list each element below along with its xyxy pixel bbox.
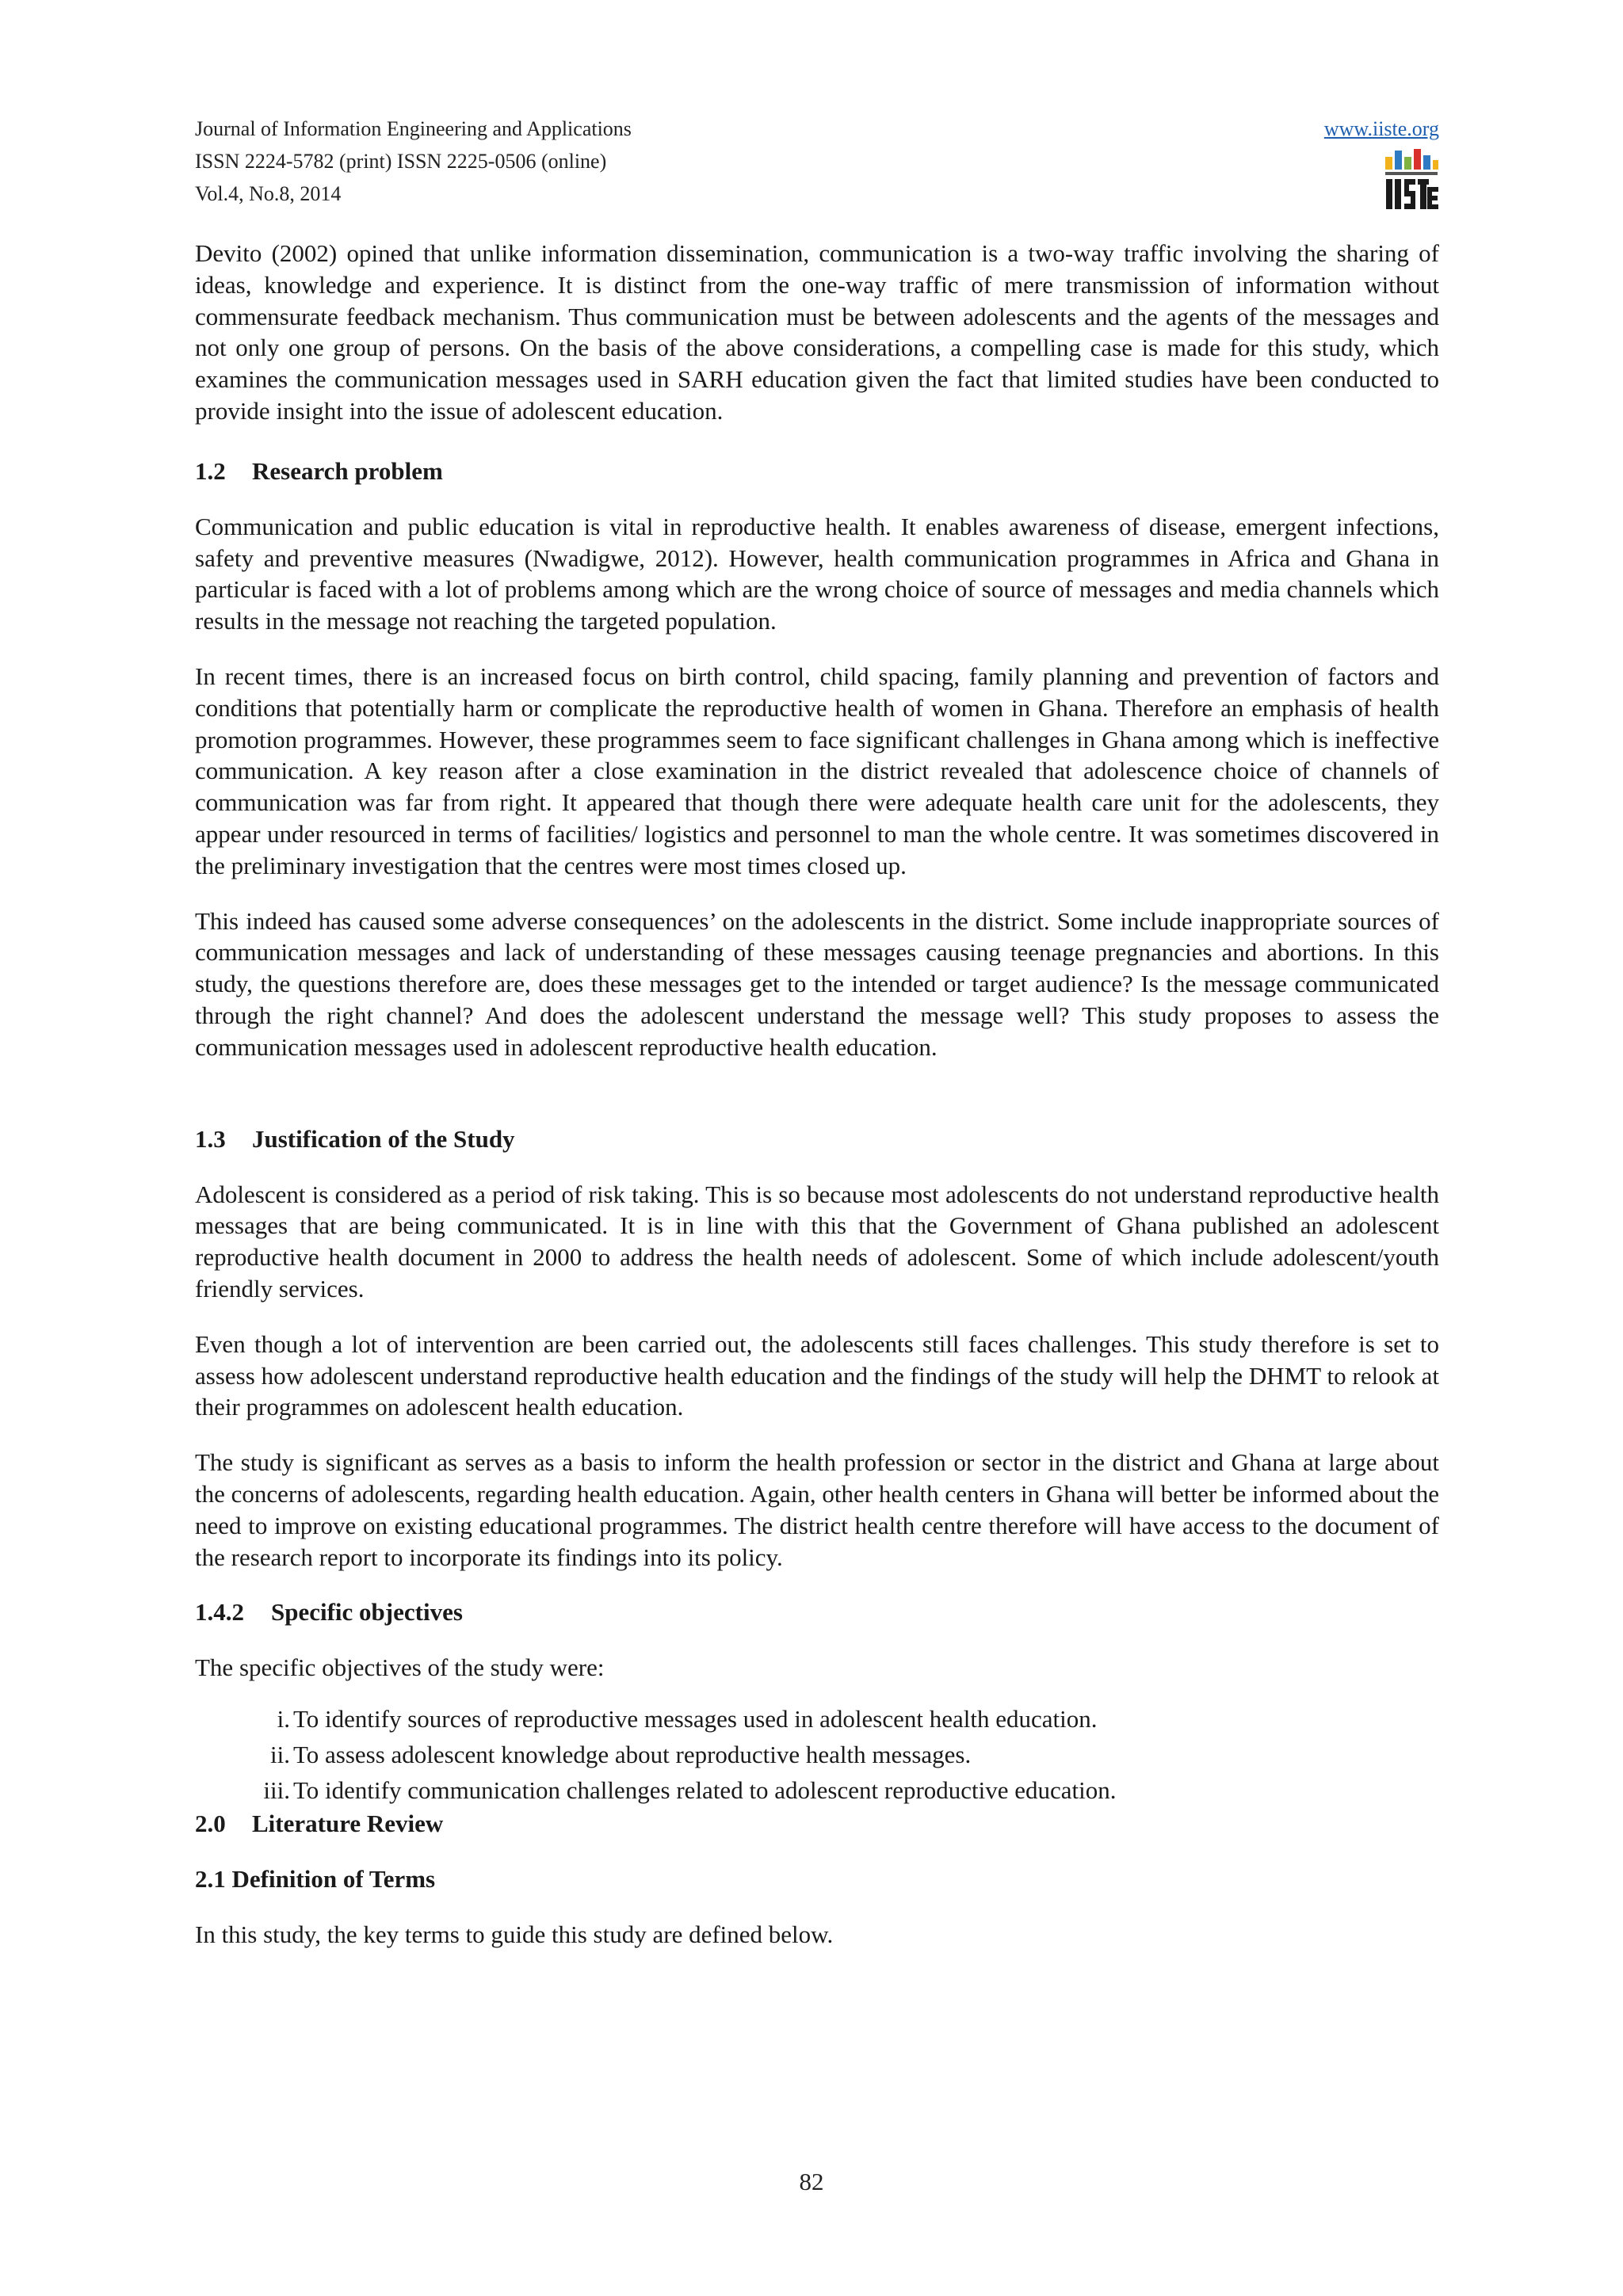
journal-website-link[interactable]: www.iiste.org [1323,117,1439,140]
journal-issn: ISSN 2224-5782 (print) ISSN 2225-0506 (online) [195,150,607,173]
section-number: 1.4.2 [195,1598,244,1627]
logo-lettering [1386,179,1438,209]
body-paragraph: The study is significant as serves as a basis to inform the health profession or sector in the district and Ghana at large about the concerns of adolescents, regarding health education. Again, other health centers in Ghana will better be informed about the need to improve on existing educational programmes. The district health centre therefore will have access to the document of the research report to incorporate its findings into its policy. [195,1448,1439,1571]
logo-bar-1 [1385,157,1392,170]
list-item-text: To identify communication challenges related to adolescent reproductive education. [293,1776,1117,1805]
section-heading-justification [195,1123,1439,1155]
section-number: 1.2 [195,456,226,485]
body-paragraph: Communication and public education is vital in reproductive health. It enables awareness of disease, emergent infections, safety and preventive measures (Nwadigwe, 2012). However, health communication programmes in Africa and Ghana in particular is faced with a lot of problems among which are the wrong choice of source of messages and media channels which results in the message not reaching the targeted population. [195,512,1439,635]
section-heading-literature-review [195,1808,1439,1840]
list-item [195,1772,1439,1808]
objectives-intro: The specific objectives of the study were: [195,1653,605,1682]
intro-paragraph: Devito (2002) opined that unlike information dissemination, communication is a two-way traffic involving the sharing of ideas, knowledge and experience. It is distinct from the one-way traffic of mere transmission of information without commensurate feedback mechanism. Thus communication must be between adolescents and the agents of the messages and not only one group of persons. On the basis of the above considerations, a compelling case is made for this study, which examines the communication messages used in SARH education given the fact that limited studies have been conducted to provide insight into the issue of adolescent education. [195,239,1439,425]
section-number: 2.0 [195,1810,226,1838]
section-heading-specific-objectives [195,1596,1439,1628]
page-header [195,113,1439,215]
list-item-text: To identify sources of reproductive messages used in adolescent health education. [293,1705,1098,1733]
page-number: 82 [799,2168,824,2195]
logo-bar-5 [1423,155,1430,170]
section-title: Specific objectives [271,1598,463,1627]
section-heading-definition-of-terms: 2.1 Definition of Terms [195,1865,436,1894]
list-item [195,1737,1439,1772]
journal-title: Journal of Information Engineering and Applications [195,117,632,140]
list-item [195,1701,1439,1737]
logo-bar-3 [1404,157,1411,170]
definitions-intro: In this study, the key terms to guide this study are defined below. [195,1920,834,1949]
objectives-list [195,1701,1439,1808]
logo-bar-2 [1395,151,1402,170]
body-paragraph: This indeed has caused some adverse consequences’ on the adolescents in the district. Some include inappropriate sources of communication messages and lack of understanding of these messages causing teenage pregnancies and abortions. In this study, the questions therefore are, does these messages get to the intended or target audience? Is the message communicated through the right channel? And does the adolescent understand the message well? This study proposes to assess the communication messages used in adolescent reproductive health education. [195,906,1439,1061]
logo-bar-6 [1433,160,1438,170]
body-paragraph: Adolescent is considered as a period of risk taking. This is so because most adolescents do not understand reproductive health messages that are being communicated. It is in line with this that the Government of Ghana published an adolescent reproductive health document in 2000 to address the health needs of adolescent. Some of which include adolescent/youth friendly services. [195,1180,1439,1302]
section-title: Research problem [252,456,443,485]
section-title: Justification of the Study [252,1124,515,1153]
logo-rule [1385,172,1438,175]
journal-info [195,113,632,210]
section-heading-research-problem [195,456,1439,487]
body-paragraph: Even though a lot of intervention are been carried out, the adolescents still faces challenges. This study therefore is set to assess how adolescent understand reproductive health education and the findings of the study will help the DHMT to relook at their programmes on adolescent health education. [195,1329,1439,1421]
list-marker: iii. [263,1776,290,1805]
section-title: Literature Review [252,1810,444,1838]
paper-body [195,238,1439,1951]
logo-bar-4 [1414,149,1421,170]
list-marker: i. [277,1705,290,1733]
list-marker: ii. [270,1741,290,1769]
body-paragraph: In recent times, there is an increased focus on birth control, child spacing, family planning and prevention of factors and conditions that potentially harm or complicate the reproductive health of women in Ghana. Therefore an emphasis of health promotion programmes. However, these programmes seem to face significant challenges in Ghana among which is ineffective communication. A key reason after a close examination in the district revealed that adolescence choice of channels of communication was far from right. It appeared that though there were adequate health care unit for the adolescents, they appear under resourced in terms of facilities/ logistics and personnel to man the whole centre. It was sometimes discovered in the preliminary investigation that the centres were most times closed up. [195,662,1439,879]
list-item-text: To assess adolescent knowledge about reproductive health messages. [293,1741,972,1769]
iiste-logo-icon [1384,147,1439,212]
section-number: 1.3 [195,1124,226,1153]
journal-volume: Vol.4, No.8, 2014 [195,182,342,205]
